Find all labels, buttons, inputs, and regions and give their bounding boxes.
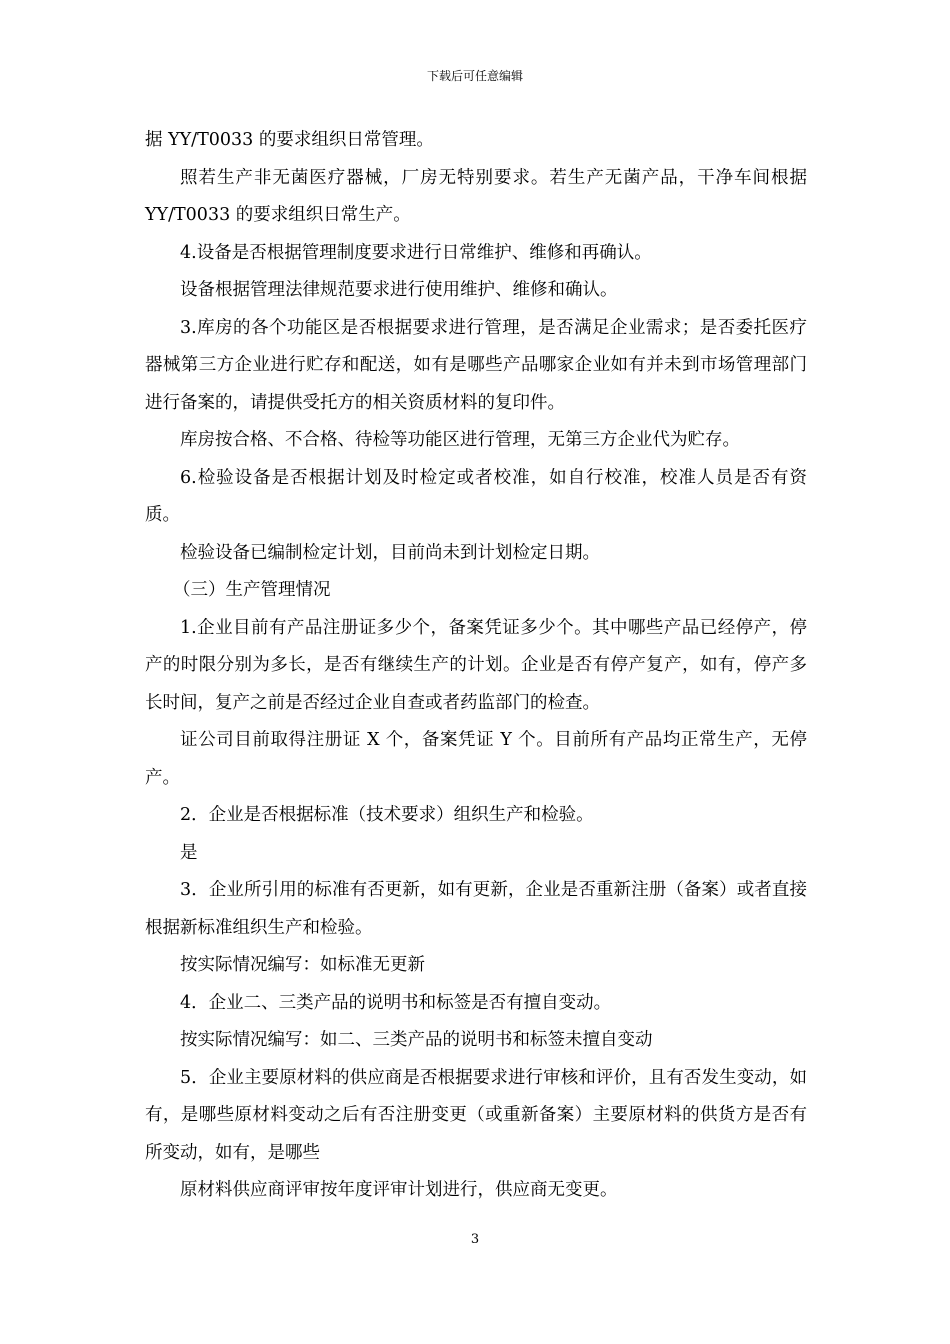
paragraph: 据 YY/T0033 的要求组织日常管理。 <box>145 130 434 150</box>
paragraph: 库房按合格、不合格、待检等功能区进行管理，无第三方企业代为贮存。 <box>180 430 740 450</box>
paragraph: 3.库房的各个功能区是否根据要求进行管理，是否满足企业需求；是否委托医疗器械第三方企业进行贮存和配送，如有是哪些产品哪家企业如有并未到市场管理部门进行备案的，请提供受托方的相关资质材料的复印件。 <box>145 317 807 413</box>
document-body <box>145 122 807 1210</box>
paragraph: 4．企业二、三类产品的说明书和标签是否有擅自变动。 <box>180 992 612 1013</box>
paragraph: 4.设备是否根据管理制度要求进行日常维护、维修和再确认。 <box>180 242 652 263</box>
paragraph: 证公司目前取得注册证 X 个，备案凭证 Y 个。目前所有产品均正常生产，无停产。 <box>145 730 807 788</box>
paragraph: 按实际情况编写：如二、三类产品的说明书和标签未擅自变动 <box>180 1030 653 1050</box>
paragraph: 检验设备已编制检定计划，目前尚未到计划检定日期。 <box>180 542 600 563</box>
paragraph: 是 <box>180 842 198 863</box>
paragraph: 5．企业主要原材料的供应商是否根据要求进行审核和评价，且有否发生变动，如有，是哪些原材料变动之后有否注册变更（或重新备案）主要原材料的供货方是否有所变动，如有，是哪些 <box>145 1067 807 1163</box>
paragraph: 照若生产非无菌医疗器械，厂房无特别要求。若生产无菌产品，干净车间根据 YY/T0033 的要求组织日常生产。 <box>145 167 807 225</box>
page-header: 下载后可任意编辑 <box>426 69 523 83</box>
paragraph: 2．企业是否根据标准（技术要求）组织生产和检验。 <box>180 805 594 825</box>
paragraph: 3．企业所引用的标准有否更新，如有更新，企业是否重新注册（备案）或者直接根据新标准组织生产和检验。 <box>145 880 807 938</box>
section-heading: （三）生产管理情况 <box>173 580 331 600</box>
paragraph: 原材料供应商评审按年度评审计划进行，供应商无变更。 <box>180 1180 618 1200</box>
paragraph: 6.检验设备是否根据计划及时检定或者校准，如自行校准，校准人员是否有资质。 <box>145 467 807 525</box>
paragraph: 按实际情况编写：如标准无更新 <box>180 955 425 975</box>
paragraph: 1.企业目前有产品注册证多少个，备案凭证多少个。其中哪些产品已经停产，停产的时限分别为多长，是否有继续生产的计划。企业是否有停产复产，如有，停产多长时间，复产之前是否经过企业自查或者药监部门的检查。 <box>145 617 807 713</box>
page-number: 3 <box>470 1232 480 1247</box>
paragraph: 设备根据管理法律规范要求进行使用维护、维修和确认。 <box>180 280 618 300</box>
